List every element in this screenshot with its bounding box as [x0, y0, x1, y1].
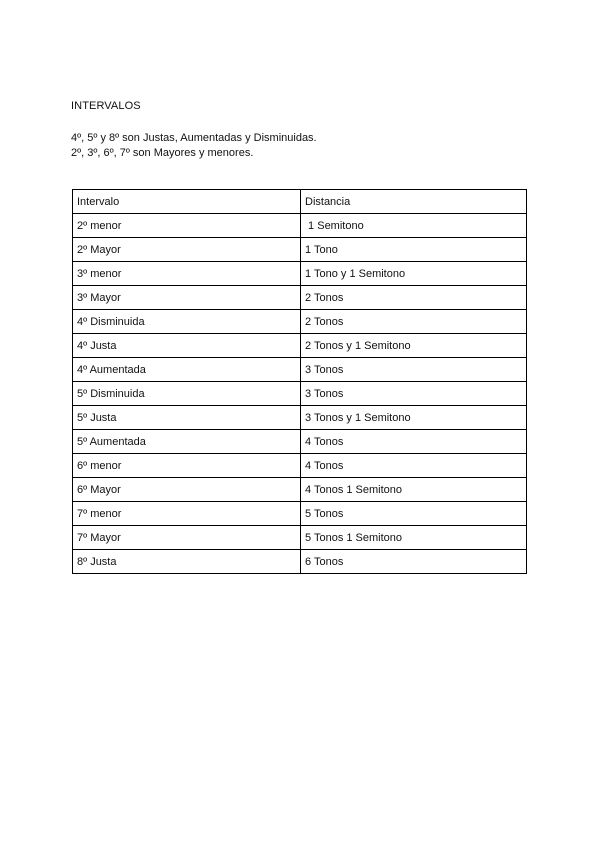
interval-cell: 5º Justa	[73, 406, 301, 430]
interval-cell: 2º menor	[73, 214, 301, 238]
note-line: 2º, 3º, 6º, 7º son Mayores y menores.	[71, 147, 254, 159]
interval-cell: 4º Disminuida	[73, 310, 301, 334]
interval-cell: 7º menor	[73, 502, 301, 526]
distance-cell: 2 Tonos	[301, 286, 527, 310]
distance-cell: 2 Tonos y 1 Semitono	[301, 334, 527, 358]
interval-cell: 6º menor	[73, 454, 301, 478]
distance-cell: 4 Tonos	[301, 454, 527, 478]
table-row	[73, 430, 527, 454]
interval-cell: 7º Mayor	[73, 526, 301, 550]
distance-cell: 2 Tonos	[301, 310, 527, 334]
table-row	[73, 382, 527, 406]
header-intervalo: Intervalo	[73, 190, 301, 214]
table-row	[73, 238, 527, 262]
distance-cell: 1 Tono	[301, 238, 527, 262]
page-title: INTERVALOS	[71, 100, 141, 112]
table-row	[73, 262, 527, 286]
distance-cell: 1 Semitono	[301, 214, 527, 238]
distance-cell: 1 Tono y 1 Semitono	[301, 262, 527, 286]
table-row	[73, 502, 527, 526]
table-row	[73, 526, 527, 550]
table-header-row	[73, 190, 527, 214]
distance-cell: 3 Tonos	[301, 382, 527, 406]
distance-cell: 4 Tonos	[301, 430, 527, 454]
header-distancia: Distancia	[301, 190, 527, 214]
distance-cell: 4 Tonos 1 Semitono	[301, 478, 527, 502]
interval-cell: 2º Mayor	[73, 238, 301, 262]
interval-cell: 5º Disminuida	[73, 382, 301, 406]
distance-cell: 3 Tonos y 1 Semitono	[301, 406, 527, 430]
interval-cell: 4º Justa	[73, 334, 301, 358]
table-row	[73, 214, 527, 238]
table-row	[73, 478, 527, 502]
intervals-table	[72, 189, 527, 574]
distance-cell: 6 Tonos	[301, 550, 527, 574]
distance-cell: 5 Tonos 1 Semitono	[301, 526, 527, 550]
distance-cell: 3 Tonos	[301, 358, 527, 382]
interval-cell: 8º Justa	[73, 550, 301, 574]
interval-cell: 3º Mayor	[73, 286, 301, 310]
table-row	[73, 334, 527, 358]
table-row	[73, 358, 527, 382]
note-line: 4º, 5º y 8º son Justas, Aumentadas y Disminuidas.	[71, 132, 317, 144]
table-row	[73, 406, 527, 430]
distance-cell: 5 Tonos	[301, 502, 527, 526]
interval-cell: 3º menor	[73, 262, 301, 286]
interval-cell: 6º Mayor	[73, 478, 301, 502]
table-row	[73, 310, 527, 334]
interval-cell: 4º Aumentada	[73, 358, 301, 382]
table-row	[73, 550, 527, 574]
interval-cell: 5º Aumentada	[73, 430, 301, 454]
notes	[71, 131, 317, 161]
table-row	[73, 286, 527, 310]
table-row	[73, 454, 527, 478]
